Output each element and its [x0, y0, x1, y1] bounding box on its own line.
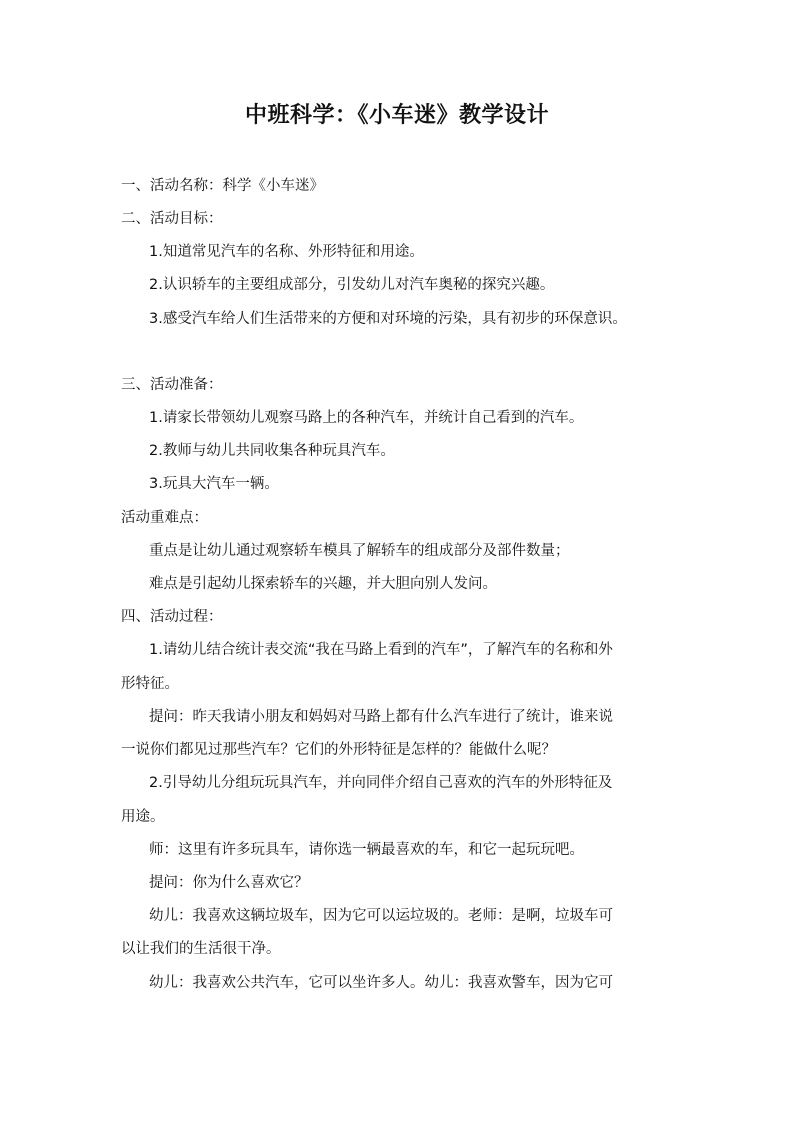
section-heading-activity-process: 四、活动过程： [121, 609, 223, 625]
preparation-item-1: 1.请家长带领幼儿观察马路上的各种汽车，并统计自己看到的汽车。 [149, 410, 584, 426]
difficult-point-text: 难点是引起幼儿探索轿车的兴趣，并大胆向别人发问。 [149, 576, 497, 592]
key-point-text: 重点是让幼儿通过观察轿车模具了解轿车的组成部分及部件数量； [149, 543, 570, 559]
section-heading-activity-preparation: 三、活动准备： [121, 377, 223, 393]
teacher-dialogue: 师：这里有许多玩具车，请你选一辆最喜欢的车，和它一起玩玩吧。 [149, 842, 584, 858]
goal-item-1: 1.知道常见汽车的名称、外形特征和用途。 [149, 244, 424, 260]
question-text-line-1: 提问：昨天我请小朋友和妈妈对马路上都有什么汽车进行了统计，谁来说 [149, 709, 613, 725]
section-heading-activity-name: 一、活动名称：科学《小车迷》 [121, 178, 324, 194]
child-dialogue-1-line-2: 以让我们的生活很干净。 [121, 941, 281, 957]
child-dialogue-2-line-1: 幼儿：我喜欢公共汽车，它可以坐许多人。幼儿：我喜欢警车，因为它可 [149, 975, 613, 991]
question-dialogue: 提问：你为什么喜欢它？ [149, 875, 309, 891]
process-step-1-line-2: 形特征。 [121, 676, 179, 692]
document-title: 中班科学：《小车迷》教学设计 [244, 103, 549, 128]
process-step-2-line-1: 2.引导幼儿分组玩玩具汽车，并向同伴介绍自己喜欢的汽车的外形特征及 [149, 775, 613, 791]
preparation-item-2: 2.教师与幼儿共同收集各种玩具汽车。 [149, 443, 395, 459]
question-text-line-2: 一说你们都见过那些汽车？它们的外形特征是怎样的？能做什么呢？ [121, 742, 556, 758]
child-dialogue-1-line-1: 幼儿：我喜欢这辆垃圾车，因为它可以运垃圾的。老师：是啊，垃圾车可 [149, 908, 613, 924]
goal-item-2: 2.认识轿车的主要组成部分，引发幼儿对汽车奥秘的探究兴趣。 [149, 277, 555, 293]
section-heading-key-points: 活动重难点： [121, 510, 208, 526]
preparation-item-3: 3.玩具大汽车一辆。 [149, 476, 279, 492]
section-heading-activity-goals: 二、活动目标： [121, 211, 223, 227]
process-step-2-line-2: 用途。 [121, 809, 165, 825]
process-step-1-line-1: 1.请幼儿结合统计表交流“我在马路上看到的汽车”，了解汽车的名称和外 [149, 642, 613, 658]
goal-item-3: 3.感受汽车给人们生活带来的方便和对环境的污染，具有初步的环保意识。 [149, 311, 627, 327]
